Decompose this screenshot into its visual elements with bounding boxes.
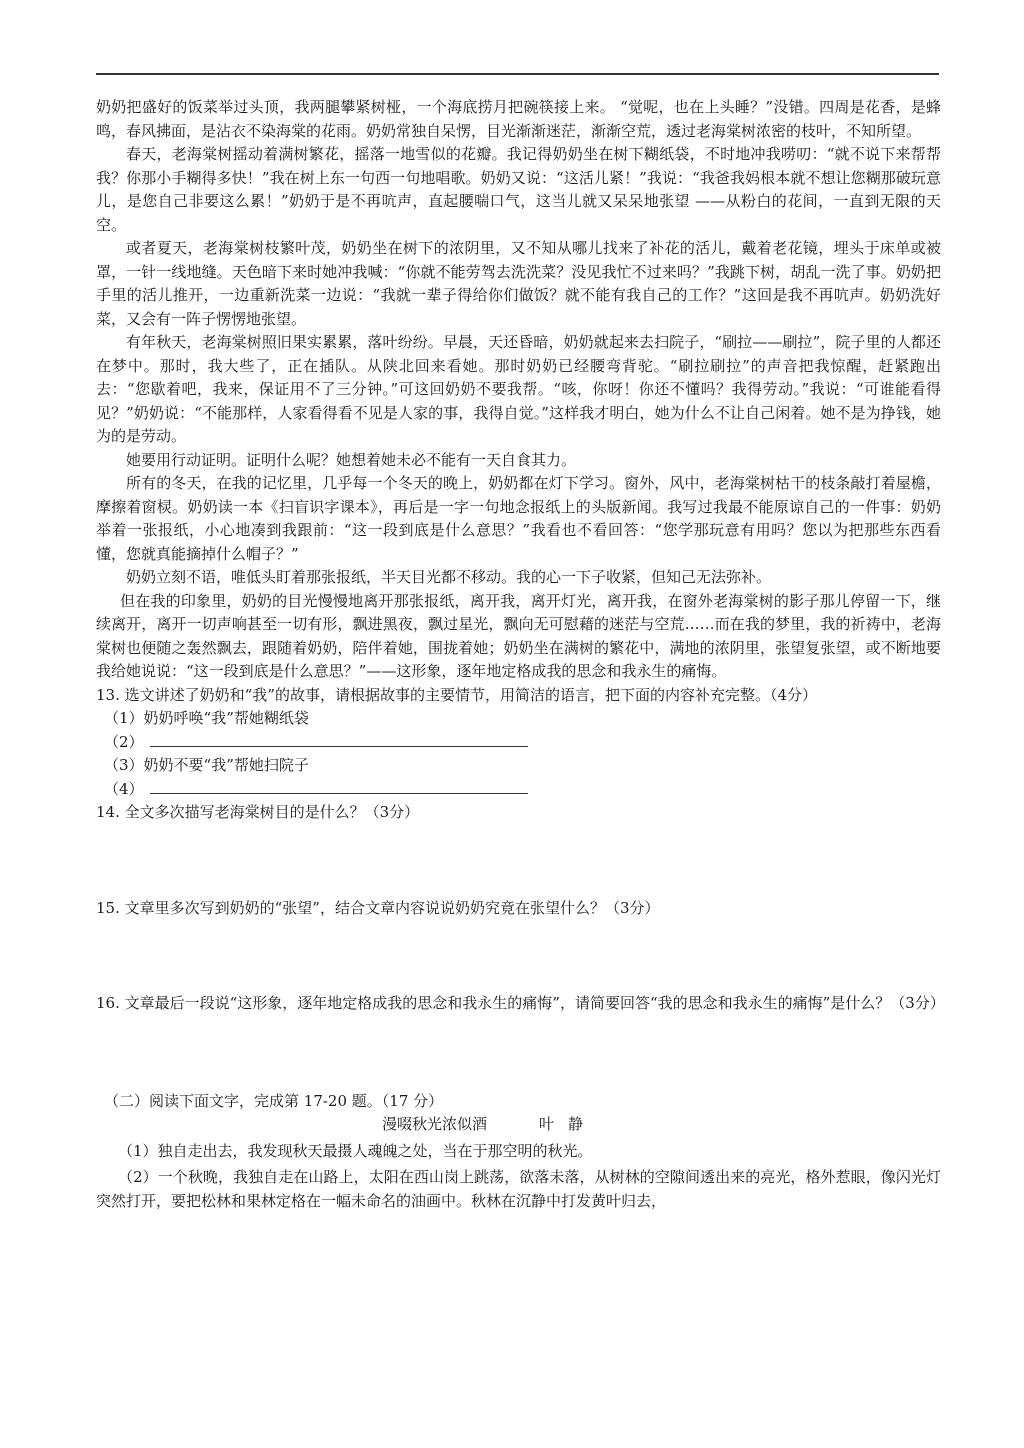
paragraph-5: 她要用行动证明。证明什么呢？她想着她未必不能有一天自食其力。 — [126, 450, 577, 469]
q13-item-1: （1）奶奶呼唤“我”帮她糊纸袋 — [104, 709, 309, 727]
q13-item-2-label: （2） — [104, 732, 144, 751]
q13-item-3: （3）奶奶不要“我”帮她扫院子 — [104, 756, 309, 774]
paragraph-7: 奶奶立刻不语，唯低头盯着那张报纸，半天目光都不移动。我的心一下子收紧，但知己无法弥补。 — [126, 568, 772, 586]
q13-item-4 — [96, 778, 941, 802]
q13-item-2 — [96, 731, 941, 755]
answer-blank[interactable] — [150, 732, 528, 747]
answer-blank[interactable] — [150, 779, 528, 794]
article-title: 漫啜秋光浓似酒 — [382, 1115, 488, 1133]
article-paragraph-1: （1）独自走出去，我发现秋天最摄人魂魄之处，当在于那空明的秋光。 — [118, 1141, 593, 1160]
header-rule — [96, 73, 939, 75]
question-14: 14. 全文多次描写老海棠树目的是什么？（3分） — [96, 803, 420, 821]
question-15: 15. 文章里多次写到奶奶的“张望”，结合文章内容说说奶奶究竟在张望什么？（3分） — [96, 898, 660, 917]
article-author: 叶静 — [539, 1115, 598, 1133]
exam-page — [96, 96, 945, 1213]
paragraph-1: 奶奶把盛好的饭菜举过头顶，我两腿攀紧树桠，一个海底捞月把碗筷接上来。 “觉呢，也在上头睡？”没错。四周是花香，是蜂鸣，春风拂面，是沾衣不染海棠的花雨。奶奶常独自呆愣，目光渐渐迷茫，渐渐空荒，透过老海棠树浓密的枝叶，不知所望。 — [96, 98, 941, 140]
q13-item-4-label: （4） — [104, 779, 144, 798]
paragraph-8: 但在我的印象里，奶奶的目光慢慢地离开那张报纸，离开我，离开灯光，离开我，在窗外老海棠树的影子那儿停留一下，继续离开，离开一切声响甚至一切有形，飘进黑夜，飘过星光，飘向无可慰藉的迷茫与空荒……而在我的梦里，我的祈祷中，老海棠树也便随之轰然飘去，跟随着奶奶，陪伴着她，围拢着她；奶奶坐在满树的繁花中，满地的浓阴里，张望复张望，或不断地要我给她说说：“这一段到底是什么意思？”——这形象，逐年地定格成我的思念和我永生的痛悔。 — [96, 591, 941, 680]
answer-space[interactable] — [96, 1016, 941, 1090]
question-13: 13. 选文讲述了奶奶和“我”的故事，请根据故事的主要情节，用简洁的语言，把下面的内容补充完整。（4分） — [96, 685, 818, 704]
answer-space[interactable] — [96, 920, 941, 992]
section-heading: （二）阅读下面文字，完成第 17-20 题。（17 分） — [104, 1091, 444, 1110]
article-title-line — [96, 1113, 941, 1137]
paragraph-4: 有年秋天，老海棠树照旧果实累累，落叶纷纷。早晨，天还昏暗，奶奶就起来去扫院子，“刷拉——刷拉”，院子里的人都还在梦中。那时，我大些了，正在插队。从陕北回来看她。那时奶奶已经腰弯背驼。“刷拉刷拉”的声音把我惊醒，赶紧跑出去：“您歇着吧，我来，保证用不了三分钟。”可这回奶奶不要我帮。“咳，你呀！你还不懂吗？我得劳动。”我说：“可谁能看得见？”奶奶说：“不能那样，人家看得看不见是人家的事，我得自觉。”这样我才明白，她为什么不让自己闲着。她不是为挣钱，她为的是劳动。 — [96, 333, 941, 445]
question-16: 16. 文章最后一段说“这形象，逐年地定格成我的思念和我永生的痛悔”，请简要回答“我的思念和我永生的痛悔”是什么？（3分） — [96, 994, 945, 1012]
paragraph-2: 春天，老海棠树摇动着满树繁花，摇落一地雪似的花瓣。我记得奶奶坐在树下糊纸袋，不时地冲我唠叨：“就不说下来帮帮我？你那小手糊得多快！”我在树上东一句西一句地唱歌。奶奶又说：“这活儿紧！”我说：“我爸我妈根本就不想让您糊那破玩意儿，是您自己非要这么累！”奶奶于是不再吭声，直起腰喘口气，这当儿就又呆呆地张望 ——从粉白的花间，一直到无限的天空。 — [96, 145, 941, 234]
article-paragraph-2: （2）一个秋晚，我独自走在山路上，太阳在西山岗上跳荡，欲落未落，从树林的空隙间透出来的亮光，格外惹眼，像闪光灯突然打开，要把松林和果林定格在一幅未命名的油画中。秋林在沉静中打发黄叶归去， — [96, 1168, 941, 1210]
paragraph-3: 或者夏天，老海棠树枝繁叶茂，奶奶坐在树下的浓阴里，又不知从哪儿找来了补花的活儿，戴着老花镜，埋头于床单或被罩，一针一线地缝。天色暗下来时她冲我喊：“你就不能劳驾去洗洗菜？没见我忙不过来吗？”我跳下树，胡乱一洗了事。奶奶把手里的活儿推开，一边重新洗菜一边说：“我就一辈子得给你们做饭？就不能有我自己的工作？”这回是我不再吭声。奶奶洗好菜，又会有一阵子愣愣地张望。 — [96, 239, 941, 328]
answer-space[interactable] — [96, 825, 941, 897]
paragraph-6: 所有的冬天，在我的记忆里，几乎每一个冬天的晚上，奶奶都在灯下学习。窗外，风中，老海棠树枯干的枝条敲打着屋檐，摩擦着窗棂。奶奶读一本《扫盲识字课本》，再后是一字一句地念报纸上的头版新闻。我写过我最不能原谅自己的一件事：奶奶举着一张报纸，小心地凑到我跟前：“这一段到底是什么意思？”我看也不看回答：“您学那玩意有用吗？您以为把那些东西看懂，您就真能摘掉什么帽子？” — [96, 474, 941, 563]
